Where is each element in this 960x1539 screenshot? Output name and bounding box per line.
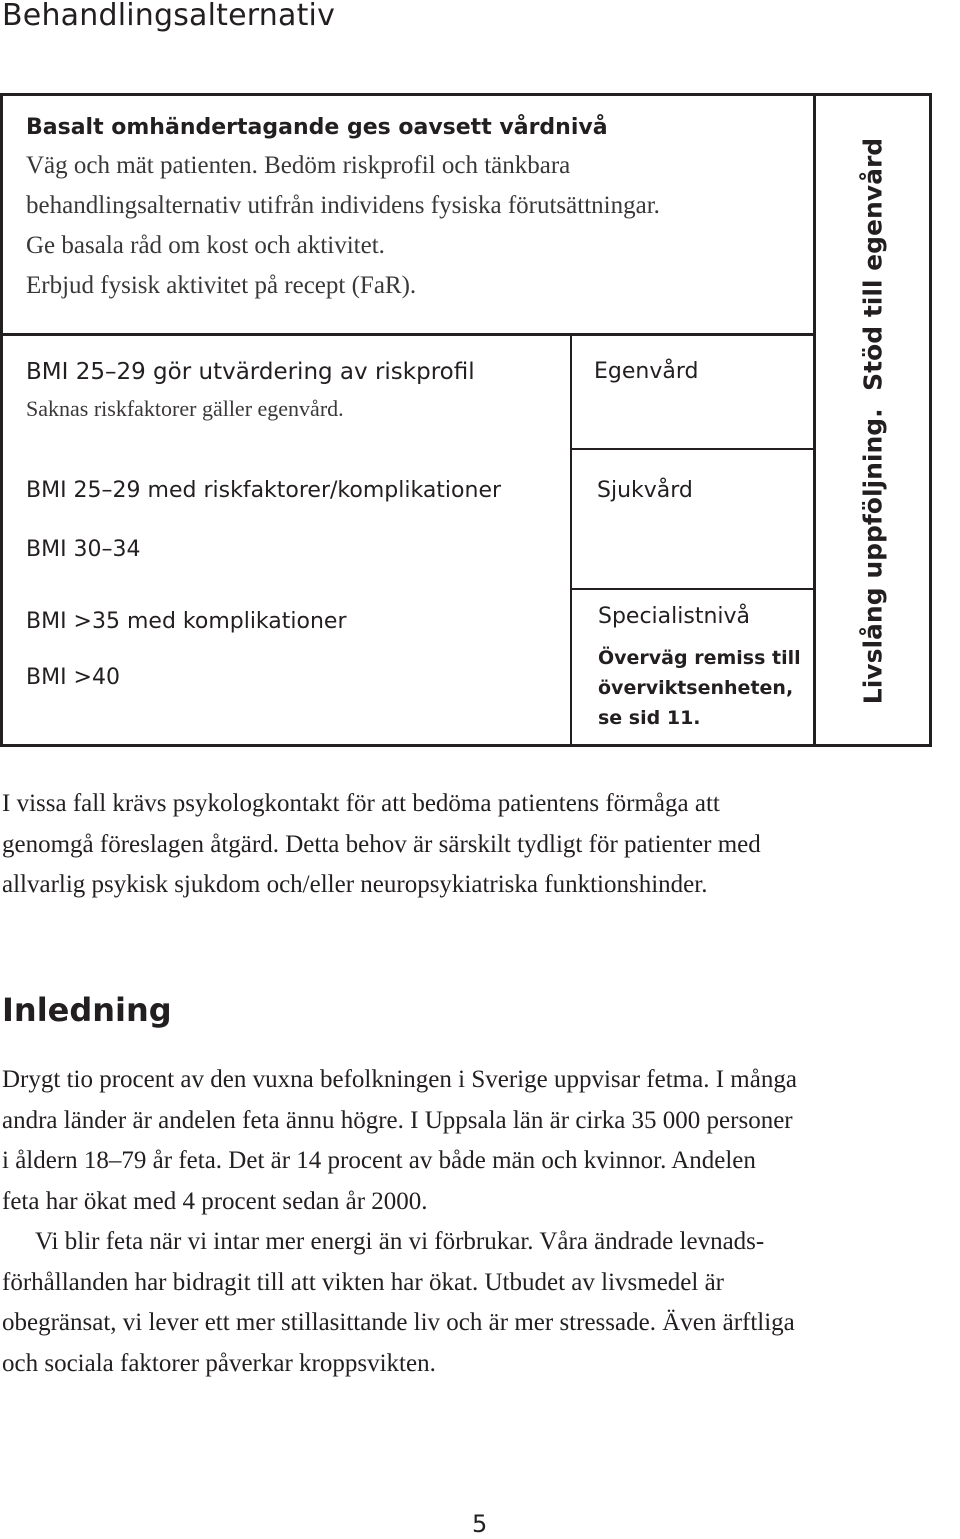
bmi-35: BMI >35 med komplikationer	[26, 609, 347, 634]
paragraph-line: och sociala faktorer påverkar kroppsvikten.	[2, 1349, 436, 1377]
level-self-care: Egenvård	[594, 359, 699, 384]
page-heading: Behandlingsalternativ	[2, 0, 336, 33]
divider-vertical-middle	[570, 333, 572, 747]
section-title: Inledning	[2, 991, 172, 1029]
bmi-40: BMI >40	[26, 665, 120, 690]
psychology-paragraph	[2, 784, 960, 906]
specialist-note-line: överviktsenheten,	[598, 677, 794, 699]
divider-horizontal-basic	[0, 333, 816, 336]
paragraph-line: genomgå föreslagen åtgärd. Detta behov är särskilt tydligt för patienter med	[2, 830, 761, 858]
bmi-25-29-risk: BMI 25–29 med riskfaktorer/komplikationer	[26, 478, 502, 503]
level-health-care: Sjukvård	[597, 478, 693, 503]
paragraph-line: I vissa fall krävs psykologkontakt för att bedöma patientens förmåga att	[2, 790, 720, 817]
basic-care-line: behandlingsalternativ utifrån individens fysiska förutsättningar.	[26, 192, 660, 219]
lifelong-followup-label	[859, 138, 888, 704]
paragraph-line: förhållanden har bidragit till att vikten har ökat. Utbudet av livsmedel är	[2, 1268, 724, 1296]
divider-level-1	[570, 448, 816, 450]
paragraph-line: obegränsat, vi lever ett mer stillasittande liv och är mer stressade. Även ärftliga	[2, 1309, 795, 1336]
treatment-table	[0, 93, 932, 747]
bmi-25-29-eval: BMI 25–29 gör utvärdering av riskprofil	[26, 359, 475, 385]
vertical-text-part1: Livslång uppföljning.	[858, 408, 888, 705]
vertical-text-part2: Stöd till egenvård	[858, 137, 888, 391]
paragraph-line: Drygt tio procent av den vuxna befolkningen i Sverige uppvisar fetma. I många	[2, 1066, 797, 1093]
specialist-note-line: se sid 11.	[598, 707, 701, 729]
paragraph-line: Vi blir feta när vi intar mer energi än vi förbrukar. Våra ändrade levnads-	[35, 1228, 765, 1255]
intro-paragraph-1	[2, 1060, 960, 1222]
paragraph-line: feta har ökat med 4 procent sedan år 2000.	[2, 1187, 428, 1215]
page-number: 5	[472, 1510, 488, 1538]
intro-paragraph-2	[2, 1222, 960, 1384]
basic-care-title: Basalt omhändertagande ges oavsett vårdnivå	[26, 115, 608, 140]
level-specialist: Specialistnivå	[598, 604, 751, 629]
specialist-note-line: Överväg remiss till	[598, 647, 801, 669]
basic-care-line: Ge basala råd om kost och aktivitet.	[26, 232, 385, 259]
bmi-30-34: BMI 30–34	[26, 537, 141, 562]
paragraph-line: andra länder är andelen feta ännu högre. I Uppsala län är cirka 35 000 personer	[2, 1106, 793, 1134]
basic-care-line: Erbjud fysisk aktivitet på recept (FaR).	[26, 272, 417, 299]
basic-care-line: Väg och mät patienten. Bedöm riskprofil och tänkbara	[26, 152, 571, 179]
divider-vertical-right	[813, 93, 816, 747]
bmi-25-29-eval-note: Saknas riskfaktorer gäller egenvård.	[26, 396, 344, 421]
divider-level-2	[570, 588, 816, 590]
paragraph-line: allvarlig psykisk sjukdom och/eller neuropsykiatriska funktionshinder.	[2, 871, 708, 898]
paragraph-line: i åldern 18–79 år feta. Det är 14 procent av både män och kvinnor. Andelen	[2, 1147, 756, 1174]
